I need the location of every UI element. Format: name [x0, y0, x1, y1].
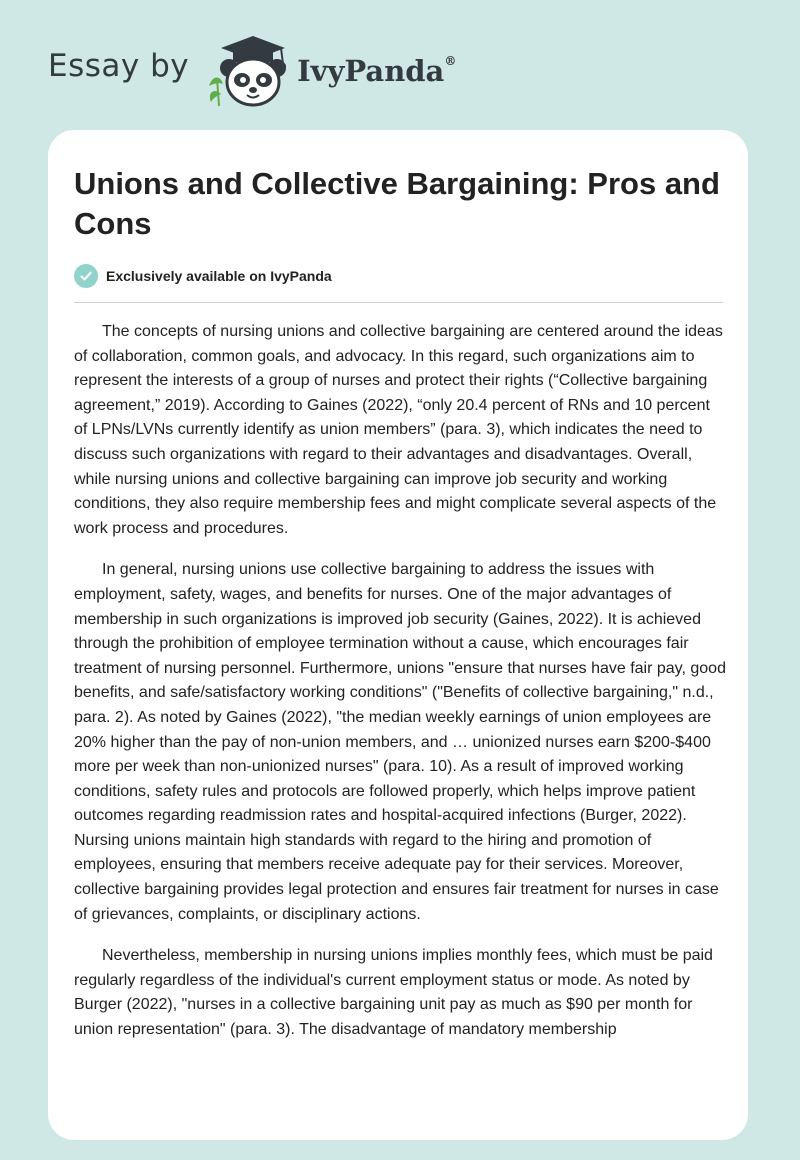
registered-mark: ® — [444, 54, 457, 68]
exclusive-label: Exclusively available on IvyPanda — [106, 268, 332, 284]
paragraph: In general, nursing unions use collective bargaining to address the issues with employment, safety, wages, and benefits for nurses. One of the major advantages of membership in such organizations is improved job security (Gaines, 2022). It is achieved through the prohibition of employee termination without a cause, which encourages fair treatment of nursing personnel. Furthermore, unions "ensure that nurses have fair pay, good benefits, and safe/satisfactory working conditions" ("Benefits of collective bargaining," n.d., para. 2). As noted by Gaines (2022), "the median weekly earnings of union employees are 20% higher than the pay of non-union members, and … unionized nurses earn $200-$400 more per week than non-unionized nurses" (para. 10). As a result of improved working conditions, safety rules and protocols are followed properly, which helps improve patient outcomes regarding readmission rates and hospital-acquired infections (Burger, 2022). Nursing unions maintain high standards with regard to the hiring and promotion of employees, ensuring that members receive adequate pay for their services. Moreover, collective bargaining provides legal protection and ensures fair treatment for nurses in case of grievances, complaints, or disciplinary actions. — [74, 561, 726, 923]
panda-graduation-cap-icon[interactable] — [203, 30, 295, 110]
checkmark-circle-icon — [74, 264, 98, 288]
brand-name-text: IvyPanda — [297, 54, 445, 88]
page-title: Unions and Collective Bargaining: Pros and Cons — [74, 166, 720, 241]
divider — [74, 302, 723, 303]
site-header — [48, 30, 456, 110]
exclusive-badge — [74, 264, 332, 288]
paragraph: The concepts of nursing unions and collective bargaining are centered around the ideas of collaboration, common goals, and advocacy. In this regard, such organizations aim to represent the interests of a group of nurses and protect their rights (“Collective bargaining agreement,” 2019). According to Gaines (2022), “only 20.4 percent of RNs and 10 percent of LPNs/LVNs currently identify as union members” (para. 3), which indicates the need to discuss such organizations with regard to their advantages and disadvantages. Overall, while nursing unions and collective bargaining can improve job security and working conditions, they also require membership fees and might complicate several aspects of the work process and procedures. — [74, 323, 723, 537]
essay-by-label: Essay by — [48, 48, 190, 84]
brand-name — [297, 54, 456, 88]
essay-card — [48, 130, 748, 1140]
essay-body — [74, 320, 726, 1060]
paragraph: Nevertheless, membership in nursing unions implies monthly fees, which must be paid regularly regardless of the individual's current employment status or mode. As noted by Burger (2022), "nurses in a collective bargaining unit pay as much as $90 per month for union representation" (para. 3). The disadvantage of mandatory membership — [74, 947, 713, 1039]
